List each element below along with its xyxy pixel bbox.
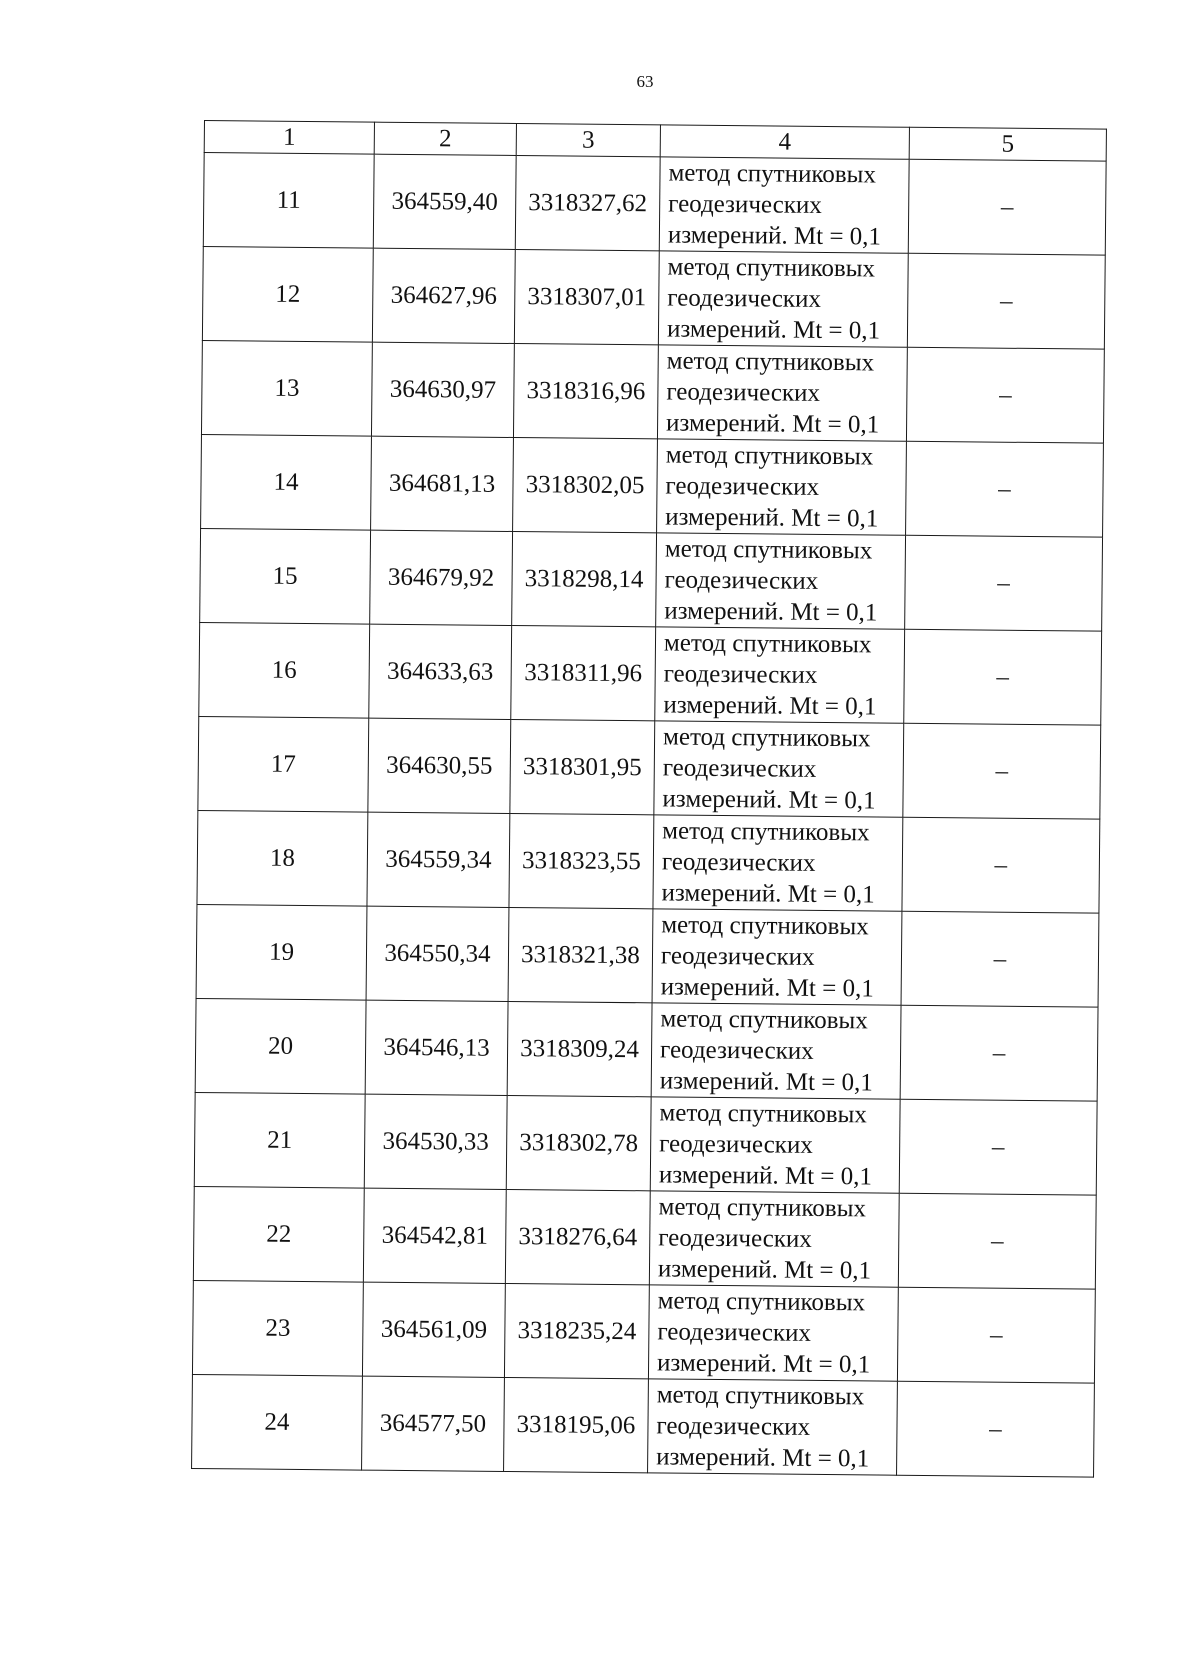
method-cell bbox=[648, 1379, 898, 1475]
method-line: метод спутниковых bbox=[656, 1381, 865, 1411]
y-coordinate-cell: 3318302,78 bbox=[506, 1095, 651, 1190]
method-line: измерений. Mt = 0,1 bbox=[659, 1067, 873, 1097]
method-line: геодезических bbox=[659, 1130, 813, 1159]
x-coordinate-cell: 364633,63 bbox=[369, 624, 512, 719]
x-coordinate-cell: 364679,92 bbox=[370, 530, 513, 625]
method-line: метод спутниковых bbox=[665, 441, 874, 471]
y-coordinate-cell: 3318327,62 bbox=[515, 155, 660, 250]
y-coordinate-cell: 3318302,05 bbox=[513, 437, 658, 532]
description-cell: – bbox=[907, 253, 1105, 349]
description-cell: – bbox=[902, 817, 1100, 913]
method-line: геодезических bbox=[658, 1224, 813, 1253]
y-coordinate-cell: 3318235,24 bbox=[504, 1283, 649, 1378]
description-cell: – bbox=[901, 911, 1099, 1007]
description-cell: – bbox=[904, 629, 1102, 725]
method-line: измерений. Mt = 0,1 bbox=[656, 1349, 871, 1379]
method-line: измерений. Mt = 0,1 bbox=[665, 503, 879, 533]
page-number: 63 bbox=[636, 72, 654, 91]
method-line: метод спутниковых bbox=[660, 1005, 868, 1035]
table-row bbox=[197, 810, 1100, 913]
method-line: измерений. Mt = 0,1 bbox=[656, 1443, 870, 1473]
point-number-cell: 17 bbox=[198, 716, 369, 812]
description-cell: – bbox=[903, 723, 1101, 819]
y-coordinate-cell: 3318307,01 bbox=[514, 249, 659, 344]
description-cell: – bbox=[899, 1099, 1097, 1195]
point-number-cell: 21 bbox=[194, 1092, 365, 1188]
method-line: метод спутниковых bbox=[659, 1099, 868, 1129]
method-line: геодезических bbox=[662, 754, 817, 783]
method-cell bbox=[651, 1003, 901, 1099]
method-line: геодезических bbox=[661, 848, 816, 877]
x-coordinate-cell: 364630,97 bbox=[371, 342, 514, 437]
y-coordinate-cell: 3318311,96 bbox=[511, 625, 656, 720]
point-number-cell: 20 bbox=[195, 998, 366, 1094]
method-cell bbox=[652, 909, 902, 1005]
method-line: измерений. Mt = 0,1 bbox=[666, 315, 881, 345]
method-line: измерений. Mt = 0,1 bbox=[661, 879, 875, 909]
x-coordinate-cell: 364577,50 bbox=[362, 1376, 505, 1471]
table-row bbox=[194, 1092, 1097, 1195]
method-line: геодезических bbox=[665, 472, 820, 501]
point-number-cell: 13 bbox=[201, 340, 372, 436]
method-cell bbox=[656, 533, 906, 629]
method-line: геодезических bbox=[666, 378, 821, 407]
method-line: метод спутниковых bbox=[667, 253, 876, 283]
method-cell bbox=[650, 1097, 900, 1193]
point-number-cell: 22 bbox=[193, 1186, 364, 1282]
method-line: метод спутниковых bbox=[663, 629, 872, 659]
x-coordinate-cell: 364530,33 bbox=[364, 1094, 507, 1189]
description-cell: – bbox=[897, 1381, 1095, 1477]
method-cell bbox=[654, 721, 904, 817]
y-coordinate-cell: 3318323,55 bbox=[509, 813, 654, 908]
table-row bbox=[202, 246, 1105, 349]
method-line: геодезических bbox=[656, 1412, 811, 1441]
point-number-cell: 18 bbox=[197, 810, 368, 906]
table-row bbox=[192, 1374, 1095, 1477]
column-header-1: 1 bbox=[204, 121, 374, 155]
table-body bbox=[192, 121, 1107, 1478]
x-coordinate-cell: 364627,96 bbox=[372, 248, 515, 343]
method-cell bbox=[659, 157, 909, 253]
x-coordinate-cell: 364681,13 bbox=[371, 436, 514, 531]
coordinates-table-wrapper bbox=[191, 120, 1106, 1478]
y-coordinate-cell: 3318316,96 bbox=[513, 343, 658, 438]
method-cell bbox=[658, 251, 908, 347]
description-cell: – bbox=[898, 1193, 1096, 1289]
x-coordinate-cell: 364559,40 bbox=[373, 154, 516, 249]
method-line: измерений. Mt = 0,1 bbox=[660, 973, 874, 1003]
method-line: измерений. Mt = 0,1 bbox=[667, 221, 882, 251]
coordinates-table bbox=[191, 120, 1107, 1478]
y-coordinate-cell: 3318309,24 bbox=[507, 1001, 652, 1096]
method-line: метод спутниковых bbox=[662, 817, 870, 847]
method-cell bbox=[648, 1285, 898, 1381]
point-number-cell: 14 bbox=[201, 434, 372, 530]
method-line: измерений. Mt = 0,1 bbox=[664, 597, 878, 627]
column-header-3: 3 bbox=[516, 123, 660, 156]
x-coordinate-cell: 364550,34 bbox=[366, 906, 509, 1001]
y-coordinate-cell: 3318276,64 bbox=[505, 1189, 650, 1284]
column-header-2: 2 bbox=[374, 122, 516, 155]
y-coordinate-cell: 3318298,14 bbox=[512, 531, 657, 626]
point-number-cell: 12 bbox=[202, 246, 373, 342]
method-line: метод спутниковых bbox=[661, 911, 869, 941]
column-header-4: 4 bbox=[660, 125, 909, 159]
table-row bbox=[203, 153, 1106, 256]
description-cell: – bbox=[908, 159, 1106, 255]
description-cell: – bbox=[906, 347, 1104, 443]
x-coordinate-cell: 364630,55 bbox=[368, 718, 511, 813]
y-coordinate-cell: 3318301,95 bbox=[510, 719, 655, 814]
point-number-cell: 24 bbox=[192, 1374, 363, 1470]
method-line: геодезических bbox=[667, 284, 822, 313]
method-line: геодезических bbox=[657, 1318, 812, 1347]
table-row bbox=[192, 1280, 1095, 1383]
table-row bbox=[193, 1186, 1096, 1289]
table-row bbox=[198, 716, 1101, 819]
point-number-cell: 23 bbox=[192, 1280, 363, 1376]
method-line: геодезических bbox=[668, 190, 822, 219]
table-row bbox=[201, 434, 1104, 537]
point-number-cell: 11 bbox=[203, 153, 374, 249]
description-cell: – bbox=[906, 441, 1104, 537]
method-line: измерений. Mt = 0,1 bbox=[658, 1161, 873, 1191]
method-line: метод спутниковых bbox=[666, 347, 875, 377]
method-line: метод спутниковых bbox=[657, 1287, 866, 1317]
x-coordinate-cell: 364559,34 bbox=[367, 812, 510, 907]
method-line: измерений. Mt = 0,1 bbox=[662, 785, 876, 815]
method-line: измерений. Mt = 0,1 bbox=[657, 1255, 872, 1285]
method-line: метод спутниковых bbox=[662, 723, 871, 753]
point-number-cell: 15 bbox=[200, 528, 371, 624]
y-coordinate-cell: 3318321,38 bbox=[508, 907, 653, 1002]
method-line: геодезических bbox=[659, 1036, 814, 1065]
method-line: метод спутниковых bbox=[658, 1193, 867, 1223]
method-cell bbox=[653, 815, 903, 911]
table-row bbox=[196, 904, 1099, 1007]
method-line: измерений. Mt = 0,1 bbox=[665, 409, 880, 439]
method-cell bbox=[657, 345, 907, 441]
method-line: измерений. Mt = 0,1 bbox=[663, 691, 877, 721]
description-cell: – bbox=[900, 1005, 1098, 1101]
x-coordinate-cell: 364546,13 bbox=[365, 1000, 508, 1095]
point-number-cell: 19 bbox=[196, 904, 367, 1000]
method-line: метод спутниковых bbox=[664, 535, 873, 565]
method-line: геодезических bbox=[663, 660, 818, 689]
method-cell bbox=[655, 627, 905, 723]
method-line: метод спутниковых bbox=[668, 159, 877, 189]
method-cell bbox=[657, 439, 907, 535]
table-row bbox=[201, 340, 1104, 443]
point-number-cell: 16 bbox=[199, 622, 370, 718]
table-row bbox=[195, 998, 1098, 1101]
x-coordinate-cell: 364542,81 bbox=[363, 1188, 506, 1283]
table-row bbox=[200, 528, 1103, 631]
method-line: геодезических bbox=[660, 942, 815, 971]
column-header-5: 5 bbox=[909, 127, 1106, 161]
x-coordinate-cell: 364561,09 bbox=[362, 1282, 505, 1377]
method-cell bbox=[649, 1191, 899, 1287]
table-row bbox=[199, 622, 1102, 725]
y-coordinate-cell: 3318195,06 bbox=[504, 1377, 649, 1472]
description-cell: – bbox=[897, 1287, 1095, 1383]
description-cell: – bbox=[905, 535, 1103, 631]
method-line: геодезических bbox=[664, 566, 819, 595]
